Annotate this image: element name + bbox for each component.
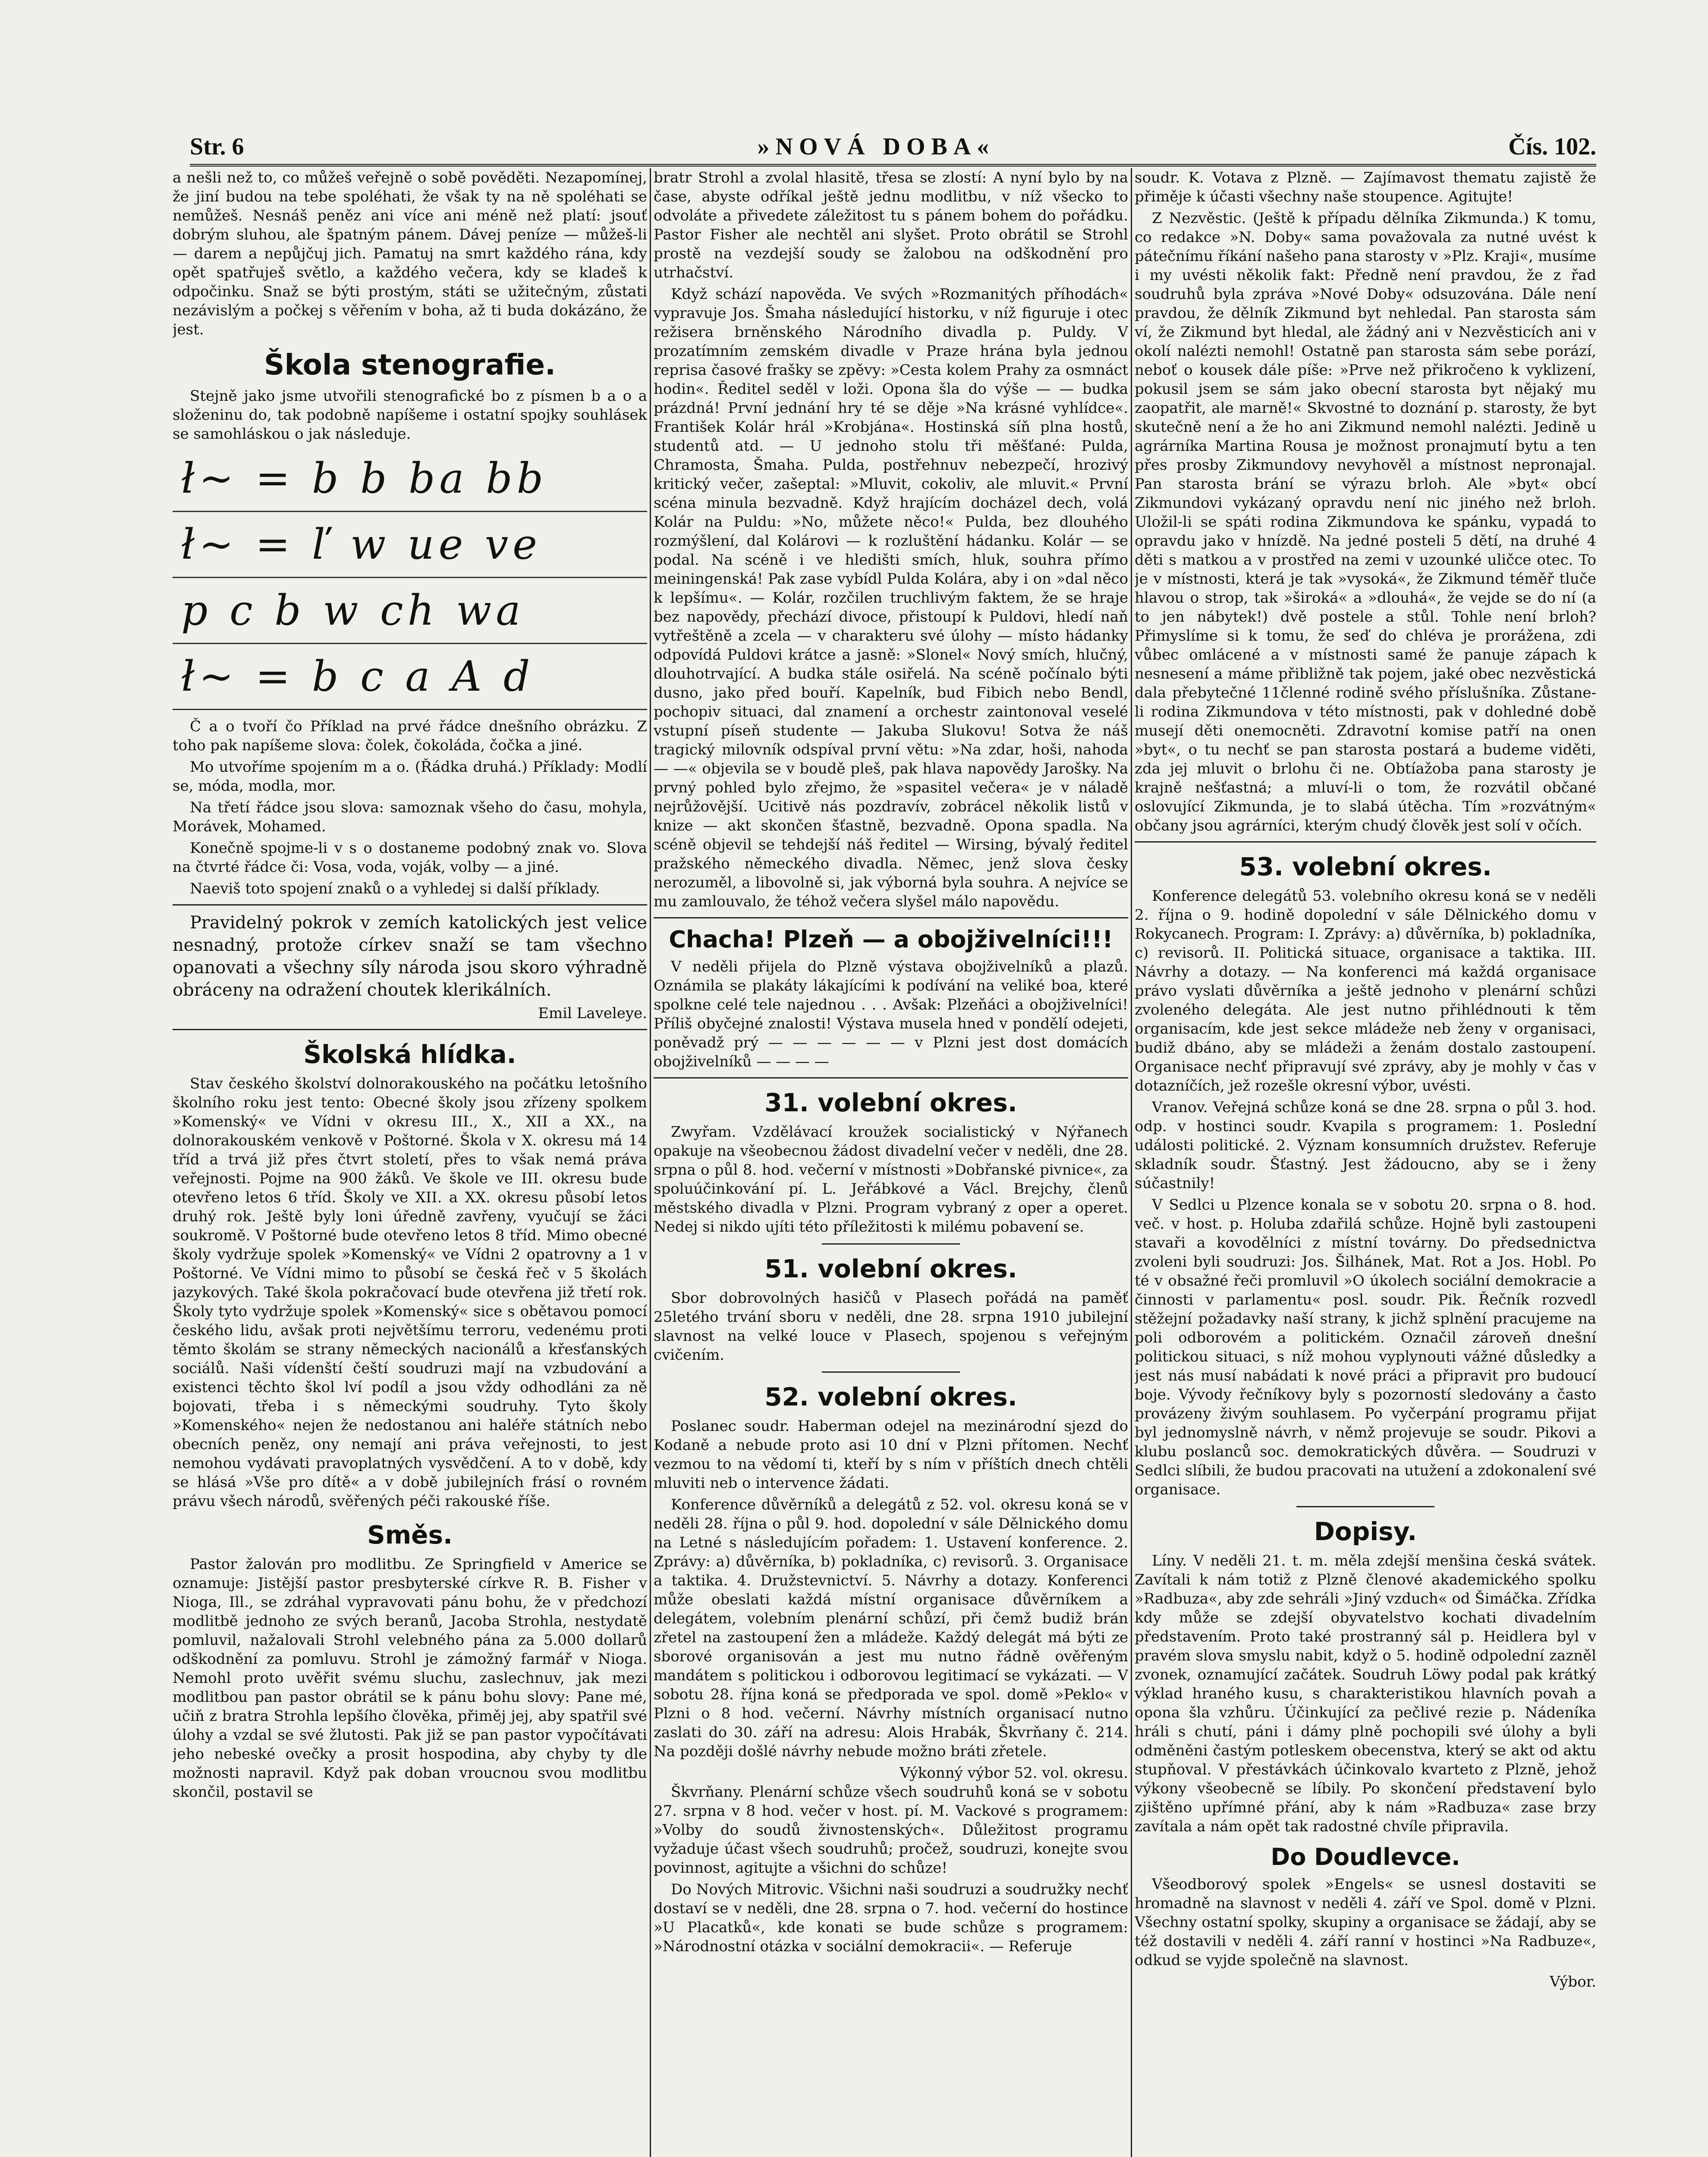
heading-smes: Směs.	[367, 1520, 453, 1550]
quote: Pravidelný pokrok v zemích katolických jest velice nesnadný, protože církev snaží se tam všechno opanovati a všechny síly národa jsou skoro výhradně obráceny na odražení choutek klerikálních.	[173, 913, 647, 1000]
heading-stenografie: Škola stenografie.	[264, 348, 556, 381]
issue-number: Čís. 102.	[1508, 133, 1596, 160]
column-3	[1135, 168, 1596, 2157]
signature: Výkonný výbor 52. vol. okresu.	[900, 1764, 1128, 1782]
heading-okres-51: 51. volební okres.	[764, 1254, 1017, 1283]
heading-okres-52: 52. volební okres.	[764, 1382, 1017, 1412]
article-paragraph: soudr. K. Votava z Plzně. — Zajímavost thematu zajistě že přiměje k účasti všechny naše stoupence. Agitujte!	[1135, 169, 1596, 205]
heading-okres-53: 53. volební okres.	[1239, 852, 1492, 881]
article-paragraph: Do Nových Mitrovic. Všichni naši soudruzi a soudružky nechť dostaví se v neděli, dne 28. srpna o 7. hod. večerní do hostince »U Placatků«, kde konati se bude schůze s programem: »Národnostní otázka v sociální demokracii«. — Referuje	[654, 1881, 1128, 1955]
column-1	[173, 168, 647, 2157]
shorthand-row: ł~ = b c a A d	[173, 644, 647, 710]
article-paragraph: Pastor žalován pro modlitbu. Ze Springfield v Americe se oznamuje: Jistější pastor presbyterské církve R. B. Fisher v Nioga, Ill., se zdráhal vypravovati pánu bohu, že v předchozí modlitbě jednoho ze svých beranů, Jacoba Strohla, nestydatě pomluvil, nažalovali Strohl velebného pána za 5.000 dollarů odškodnění za pomluvu. Strohl je zámožný farmář v Nioga. Nemohl proto uvěřit svému sluchu, zaslechnuv, jak mezi modlitbou pan pastor obrátil se k pánu bohu slovy: Pane mé, učiň z bratra Strohla lepšího člověka, přiměj jej, aby spatřil své úlohy a vzdal se své žlutosti. Pak již se pan pastor vypočítávati jeho nebeské ovečky a prosit hospodina, aby chyby ty dle možnosti napravil. Když pak doban vroucnou svou modlitbu skončil, postavil se	[173, 1556, 647, 1801]
article-paragraph: Všeodborový spolek »Engels« se usnesl dostaviti se hromadně na slavnost v neděli 4. září ve Spol. domě v Plzni. Všechny ostatní spolky, skupiny a organisace se žádají, aby se též dostavili v neděli 4. září ranní v hostinci »Na Radbuze«, odkud se vyjde společně na slavnost.	[1135, 1876, 1596, 1969]
newspaper-title: »NOVÁ DOBA«	[757, 133, 995, 160]
article-paragraph: Konference důvěrníků a delegátů z 52. vol. okresu koná se v neděli 28. října o půl 9. hod. dopolední v sále Dělnického domu na Letné s následujícím pořadem: 1. Ustavení konference. 2. Zprávy: a) důvěrníka, b) pokladníka, c) revisorů. 3. Organisace a taktika. 4. Družstevnictví. 5. Návrhy a dotazy. Konferenci může obeslati každá místní organisace důvěrníkem a delegátem, volebním plenární schůzí, při čemž budiž brán zřetel na zastoupení žen a mládeže. Každý delegát má býti ze sborové organisován a jest mu nutno řádně ověřeným mandátem s politickou i odborovou legitimací se vykázati. — V sobotu 28. října koná se předporada ve spol. domě »Peklo« v Plzni o 8 hod. večerní. Návrhy místních organisací nutno zaslati do 30. září na adresu: Alois Hrabák, Škvrňany č. 214. Na později došlé návrhy nebude možno bráti zřetele.	[654, 1496, 1128, 1760]
column-divider	[1131, 168, 1132, 2157]
column-2	[654, 168, 1128, 2157]
article-paragraph: Konference delegátů 53. volebního okresu koná se v neděli 2. října o 9. hodině dopolední v sále Dělnického domu v Rokycanech. Program: I. Zprávy: a) důvěrníka, b) pokladníka, c) revisorů. II. Politická situace, organisace a taktika. III. Návrhy a dotazy. — Na konferenci má každá organisace právo vyslati důvěrníka a ještě jednoho v plenární schůzi zvoleného delegáta. Ale jest nutno přihlédnouti k těm organisacím, kde jest sekce mládeže neb ženy v organisaci, budiž dbáno, aby se mládeži a ženám dostalo zastoupení. Organisace nechť připravují své zprávy, aby je mohly v čas v dotazníčích, jež rozešle okresní výbor, uvésti.	[1135, 887, 1596, 1094]
divider	[822, 1371, 960, 1373]
article-paragraph: Líny. V neděli 21. t. m. měla zdejší menšina česká svátek. Zavítali k nám totiž z Plzně členové akademického spolku »Radbuza«, aby zde sehráli »Jiný vzduch« od Šimáčka. Zřídka kdy může se zdejší obyvatelstvo kochati divadelním představením. Proto také prostranný sál p. Heidlera byl v pravém slova smyslu nabit, když o 5. hodině odpolední zazněl zvonek, oznamující začátek. Soudruh Löwy podal pak krátký výklad hraného kusu, s charakteristikou hlavních povah a opona šla vzhůru. Účinkující za pečlivé rezie p. Nádeníka hráli s chutí, páni i dámy plně pochopili své úlohy a byli odměněni častým potleskem obecenstva, který se akt od aktu stupňoval. V přestávkách účinkovalo kvarteto z Plzně, jehož výkony všeobecně se líbily. Po skončení představení bylo zjištěno upřímné přání, aby k nám »Radbuza« zase brzy zavítala a nám opět tak radostné chvíle připravila.	[1135, 1552, 1596, 1835]
heading-chacha: Chacha! Plzeň — a obojživelníci!!!	[669, 926, 1113, 953]
signature: Výbor.	[1550, 1973, 1596, 1990]
steno-intro: Stejně jako jsme utvořili stenografické bo z písmen b a o a složeninu do, tak podobně napíšeme i ostatní spojky souhlásek se samohláskou o jak následuje.	[173, 387, 647, 443]
article-paragraph: Z Nezvěstic. (Ještě k případu dělníka Zikmunda.) K tomu, co redakce »N. Doby« sama považovala za nutné uvést k pátečnímu říkání našeho pana starosty v »Plz. Kraji«, musíme i my uvésti několik fakt: Předně není pravdou, že z řad soudruhů byla zpráva »Nové Doby« odsuzována. Dále není pravdou, že dělník Zikmund byt nehledal. Pan starosta sám ví, že Zikmund byt hledal, ale žádný ani v Nezvěsticích ani v okolí nalézti nemohl! Ostatně pan starosta sám sebe porází, neboť o kousek dále píše: »Prve než přikročeno k vyklizení, pokusil jsem se sám jako obecní starosta byt nějaký mu zaopatřit, ale marně!« Skvostné to doznání p. starosty, že byt skutečně není a že ho ani Zikmund nemohl nalézti. Jedině u agrárníka Martina Rousa je možnost pronajmutí bytu a ten přes prosby Zikmundovy nevyhověl a místnost nepronajal. Pan starosta brání se výrazu brloh. Ale »byt« obcí Zikmundovi vykázaný opravdu není nic jiného než brloh. Uložil-li se spáti rodina Zikmundova ke spánku, vypadá to opravdu jako v hnízdě. Na jedné posteli 5 dětí, na druhé 4 děti s matkou a v prostřed na zemi v uzounké uličce otec. To je v místnosti, která je tak »vysoká«, že Zikmund téměř tluče hlavou o strop, tak »široká« a »dlouhá«, že vejde se do ní (a to jen nábytek!) dvě postele a stůl. Tohle není brloh? Přimyslíme si k tomu, že seď do chléva je prorážena, zdi vůbec omlácené a v místnosti samé že panuje zápach k nesnesení a máme přibližně tak pojem, jaké obec nezvěstická dala přebytečné 11členné rodině svého příslušníka. Zůstane-li rodina Zikmundova v této místnosti, pak v dohledné době musejí děti onemocněti. Zdravotní komise patří na onen »byt«, o tu nechť se pan starosta postará a budeme viděti, zda jej mluvit o brlohu či ne. Obtíažoba pana starosty je krajně nešťastná; a mluví-li o tom, že rozvátil občané oslovující Zikmunda, je to slabá útěcha. Tím »rozvátným« občany jsou agrárníci, kterým chudý člověk jest solí v očích.	[1135, 210, 1596, 834]
article-paragraph: Vranov. Veřejná schůze koná se dne 28. srpna o půl 3. hod. odp. v hostinci soudr. Kvapila s programem: 1. Poslední události politické. 2. Význam konsumních družstev. Referuje skladník soudr. Šťastný. Jest žádoucno, aby se i ženy súčastnily!	[1135, 1099, 1596, 1192]
shorthand-row: ł~ = ľ w ue ve	[173, 512, 647, 578]
heading-doudlevce: Do Doudlevce.	[1271, 1843, 1460, 1871]
divider	[1296, 1506, 1434, 1507]
article-paragraph: Škvrňany. Plenární schůze všech soudruhů koná se v sobotu 27. srpna v 8 hod. večer v host. pí. M. Vackové s programem: »Volby do soudů živnostenských«. Důležitost programu vyžaduje účast všech soudruhů; pročež, soudruzi, konejte svou povinnost, agitujte a všichni do schůze!	[654, 1783, 1128, 1877]
heading-okres-31: 31. volební okres.	[764, 1088, 1017, 1117]
article-paragraph: V Sedlci u Plzence konala se v sobotu 20. srpna o 8. hod. več. v host. p. Holuba zdařilá schůze. Hojně byli zastoupeni stavaři a kovodělníci z místní továrny. Do předsednictva zvoleni byli soudruzi: Jos. Šilhánek, Mat. Rot a Jos. Hobl. Po té v obsažné řeči promluvil »O úkolech sociální demokracie a činnosti v parlamentu« posl. soudr. Pik. Řečník rozvedl stěžejní požadavky naší strany, k jichž splnění pracujeme na poli odborovém a politickém. Označil zároveň dnešní politickou situaci, s níž mohou vyplynouti vážné důsledky a jest nás musí nabádati k nové práci a připravit pro budoucí boje. Vývody řečníkovy byly s pozorností sledovány a často provázeny živým souhlasem. Po vyčerpání programu přijat byl jednomyslně návrh, v němž projevuje se soudr. Pikovi a klubu poslanců soc. demokratických důvěra. — Soudruzi v Sedlci slíbili, že budou pracovati na utužení a zdokonalení své organisace.	[1135, 1196, 1596, 1498]
article-paragraph: Když schází napověda. Ve svých »Rozmanitých příhodách« vypravuje Jos. Šmaha následující historku, v níž figuruje i otec režisera brněnského Národního divadla p. Puldy. V prozatímním zemském divadle v Praze hrána byla jednou reprisa časové frašky se zpěvy: »Cesta kolem Prahy za osmnáct hodin«. Ředitel seděl v loži. Opona šla do výše — — budka prázdná! První jednání hry té se děje »Na krásné vyhlídce«. František Kolár hrál »Krobjána«. Hostinská síň plna hostů, studentů atd. — U jednoho stolu tři měšťané: Pulda, Chramosta, Šmaha. Pulda, postřehnuv nebezpečí, hrozivý kritický večer, zašeptal: »Mluvit, cokoliv, ale mluvit.« První scéna minula bezvadně. Když hrajícím docházel dech, volá Kolár na Puldu: »No, můžete něco!« Pulda, bez dlouhého rozmýšlení, dal Kolárovi — k rozluštění hádanku. Kolár — se podal. Na scéně i ve hledišti smích, hluk, souhra přímo meiningenská! Pak zase vybídl Pulda Kolára, aby i on »dal něco k lepšímu«. — Kolár, rozčilen truchlivým faktem, že se hraje bez napovědy, přechází divoce, přistoupí k Puldovi, hledí naň vytřeštěně a zcela — v charakteru své úlohy — místo hádanky odpovídá Puldovi krátce a jasně: »Slonel« Nový smích, hlučný, dlouhotrvající. A budka stále osiřelá. Na scéně počínalo býti dusno, jako před bouří. Kapelník, bud Fibich nebo Bendl, pochopiv situaci, dal znamení a orchestr zaintonoval veselé vstupní píseň studente — Jakuba Slukovu! Sotva že náš tragický milovník odspíval první větu: »Na zdar, hoši, nahoda — —« objevila se v boudě pleš, pak hlava napovědy Jarošky. Na prvný pohled bylo zřejmo, že »spasitel večera« je v náladě nejrůžovější. Ucitivě nás pozdravív, zobrácel několik listů v knize — akt skončen šťastně, bezvadně. Opona spadla. Na scéně objevil se tehdejší náš ředitel — Wirsing, bývalý ředitel pražského německého divadla. Němec, jenž slova česky nerozuměl, a libovolně si, jak výborná byla souhra. A nejvíce se mu zamlouvalo, že téhož večera slyšel málo napovědu.	[654, 286, 1128, 910]
article-paragraph: Stav českého školství dolnorakouského na počátku letošního školního roku jest tento: Obecné školy jsou zřízeny spolkem »Komenský« ve Vídni v okresu III., X., XII a XX., na dolnorakouském venkově v Poštorné. Škola v X. okresu má 14 tříd a trvá již přes čtvrt století, přes to však nemá práva veřejnosti. Pojme na 900 žáků. Ve škole ve III. okresu bude otevřeno letos 6 tříd. Školy ve XII. a XX. okresu působí letos druhý rok. Ještě byly loni úředně zavřeny, vyučují se žáci soukromě. V Poštorné bude otevřeno letos 8 tříd. Mimo obecné školy vydržuje spolek »Komenský« ve Vídni 2 opatrovny a 1 v Poštorné. Ve Vídni mimo to působí se česká řeč v 5 školách jazykových. Také škola pokračovací bude otevřena již třetí rok. Školy tyto vydržuje spolek »Komenský« sice s obětavou pomocí českého lidu, avšak proti největšímu terroru, vedenému proti těmto školám se strany německých nacionálů a křesťanských sociálů. Naši vídenští čeští soudruzi mají na vzbudování a existenci těchto škol lví podíl a jsou vždy odhodláni za ně bojovati, třeba i s německými soudruhy. Tyto školy »Komenského« nejen že nedostanou ani haléře státních nebo obecních peněz, ony nemají ani práva veřejnosti, to jest nemohou vydávati pravoplatných vysvědčení. A to v době, kdy se hlásá »Vše pro dítě« a v době jubilejních frásí o rovném právu všech národů, svěřených péči rakouské říše.	[173, 1075, 647, 1510]
divider	[654, 917, 1128, 918]
steno-text: Mo utvoříme spojením m a o. (Řádka druhá.) Příklady: Modlí se, móda, modla, mor.	[173, 758, 647, 795]
divider	[1135, 841, 1596, 843]
article-paragraph: Sbor dobrovolných hasičů v Plasech pořádá na paměť 25letého trvání sboru v neděli, dne 28. srpna 1910 jubilejní slavnost na velké louce v Plasech, spojenou s veřejným cvičením.	[654, 1289, 1128, 1364]
divider	[822, 1243, 960, 1245]
article-paragraph: Zwyřam. Vzdělávací kroužek socialistický v Nýřanech opakuje na všeobecnou žádost divadelní večer v neděli, dne 28. srpna o půl 8. hod. večerní v místnosti »Dobřanské pivnice«, za spoluúčinkování pí. L. Jeřábkové a Václ. Brejchy, členů městského divadla v Plzni. Program vybraný z oper a operet. Nedej si nikdo ujíti této příležitosti k milému pobavení se.	[654, 1123, 1128, 1236]
article-paragraph: bratr Strohl a zvolal hlasitě, třesa se zlostí: A nyní bylo by na čase, abyste odříkal ještě jednu modlitbu, v níž všecko to odvoláte a přivedete záležitost tu s pánem bohem do pořádku. Pastor Fisher ale nechtěl ani slyšet. Proto obrátil se Strohl prostě na vezdejší soudy se žalobou na odškodnění pro utrhačství.	[654, 169, 1128, 281]
article-paragraph: Poslanec soudr. Haberman odejel na mezinárodní sjezd do Kodaně a nebude proto asi 10 dní v Plzni přítomen. Nechť vezmou to na vědomí ti, kteří by s ním v příštích dnech chtěli mluviti neb o intervence žádati.	[654, 1418, 1128, 1492]
steno-text: Konečně spojme-li v s o dostaneme podobný znak vo. Slova na čtvrté řádce či: Vosa, voda, voják, volby — a jiné.	[173, 840, 647, 876]
shorthand-row: ł~ = b b ba bb	[173, 446, 647, 512]
heading-hlidka: Školská hlídka.	[303, 1040, 516, 1069]
steno-text: Naeviš toto spojení znaků o a vyhledej si další příklady.	[190, 880, 600, 897]
page-header	[190, 129, 1596, 167]
page-number: Str. 6	[190, 133, 244, 160]
divider	[654, 1077, 1128, 1078]
article-paragraph: a nešli než to, co můžeš veřejně o sobě pověděti. Nezapomínej, že jiní budou na tebe spoléhati, že však ty na ně spoléhati se nemůžeš. Nesnáš peněz ani více ani méně než platí: jsouť dobrým sluhou, ale špatným pánem. Dávej peníze — můžeš-li — darem a nepůjčuj jich. Pamatuj na smrt každého rána, kdy opět spatřuješ světlo, a každého večera, kdy se kladeš k odpočinku. Snaž se býti prostým, státi se užitečným, zůstati nezávislým a počkej s věřením v boha, až ti buda dokázáno, že jest.	[173, 169, 647, 338]
steno-text: Na třetí řádce jsou slova: samoznak všeho do času, mohyla, Morávek, Mohamed.	[173, 799, 647, 835]
column-divider	[650, 168, 651, 2157]
steno-text: Č a o tvoří čo Příklad na prvé řádce dnešního obrázku. Z toho pak napíšeme slova: čolek, čokoláda, čočka a jiné.	[173, 718, 647, 754]
shorthand-row: p c b w ch wa	[173, 578, 647, 644]
heading-dopisy: Dopisy.	[1314, 1517, 1417, 1546]
divider	[173, 904, 647, 906]
divider	[173, 1029, 647, 1030]
article-paragraph: V neděli přijela do Plzně výstava obojživelníků a plazů. Oznámila se plakáty lákajícími k podívání na veliké boa, které spolkne celé tele najednou . . . Avšak: Plzeňáci a obojživelníci! Příliš obyčejné znalosti! Výstava musela hned v pondělí odejeti, poněvadž prý — — — — — — v Plzni jest dost domácích obojživelníků — — — —	[654, 958, 1128, 1070]
quote-author: Emil Laveleye.	[538, 1005, 647, 1022]
